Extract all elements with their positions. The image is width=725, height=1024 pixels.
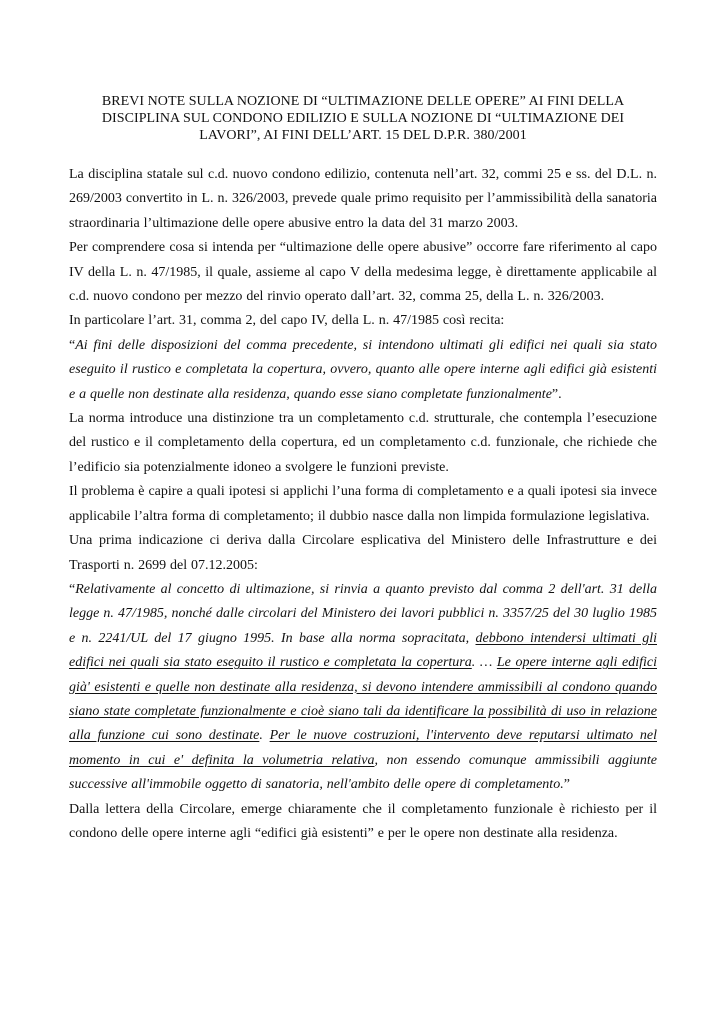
title-line-2: DISCIPLINA SUL CONDONO EDILIZIO E SULLA NOZIONE DI “ULTIMAZIONE DEI	[101, 111, 625, 126]
paragraph-5: Il problema è capire a quali ipotesi si applichi l’una forma di completamento e a quali ipotesi sia invece applicabile l’altra forma di completamento; il dubbio nasce dalla non limpida formulazione legislativa.	[69, 484, 657, 524]
underlined-passage-3: Per le nuove costruzioni, l'intervento deve reputarsi ultimato nel momento in cui e' definita la volumetria relativa	[69, 728, 657, 768]
title-line-1: BREVI NOTE SULLA NOZIONE DI “ULTIMAZIONE DELLE OPERE” AI FINI DELLA	[101, 94, 625, 109]
paragraph-3: In particolare l’art. 31, comma 2, del capo IV, della L. n. 47/1985 così recita:	[69, 313, 505, 329]
paragraph-4: La norma introduce una distinzione tra un completamento c.d. strutturale, che contempla l’esecuzione del rustico e il completamento della copertura, ed un completamento c.d. funzionale, che richiede che l’edificio sia potenzialmente idoneo a svolgere le funzioni previste.	[69, 411, 657, 475]
underlined-passage-2: Le opere interne agli edifici già' esistenti e quelle non destinate alla residenza, si devono intendere ammissibili al condono quando siano state completate funzionalmente e cioè siano tali da identificare la possibilità di uso in relazione alla funzione cui sono destinate	[69, 655, 657, 744]
document-title	[69, 93, 657, 144]
quote-law-text: Ai fini delle disposizioni del comma precedente, si intendono ultimati gli edifici nei quali sia stato eseguito il rustico e completata la copertura, ovvero, quanto alle opere interne agli edifici già esistenti e a quelle non destinate alla residenza, quando esse siano completate funzionalmente	[69, 337, 657, 402]
underlined-passage-1: debbono intendersi ultimati gli edifici nei quali sia stato eseguito il rustico e completata la copertura	[69, 630, 657, 671]
paragraph-6: Una prima indicazione ci deriva dalla Circolare esplicativa del Ministero delle Infrastrutture e dei Trasporti n. 2699 del 07.12.2005:	[69, 533, 657, 573]
paragraph-7: Dalla lettera della Circolare, emerge chiaramente che il completamento funzionale è richiesto per il condono delle opere interne agli “edifici già esistenti” e per le opere non destinate alla residenza.	[69, 801, 657, 841]
title-line-3: LAVORI”, AI FINI DELL’ART. 15 DEL D.P.R. 380/2001	[199, 128, 527, 143]
document-body	[69, 163, 657, 846]
paragraph-2: Per comprendere cosa si intenda per “ultimazione delle opere abusive” occorre fare riferimento al capo IV della L. n. 47/1985, il quale, assieme al capo V della medesima legge, è direttamente applicabile al c.d. nuovo condono per mezzo del rinvio operato dall’art. 32, comma 25, della L. n. 326/2003.	[69, 240, 657, 305]
quote-circular: “Relativamente al concetto di ultimazione, si rinvia a quanto previsto dal comma 2 dell'art. 31 della legge n. 47/1985, nonché dalle circolari del Ministero dei lavori pubblici n. 3357/25 del 30 luglio 1985 e n. 2241/UL del 17 giugno 1995. In base alla norma sopracitata, debbono intendersi ultimati gli edifici nei quali sia stato eseguito il rustico e completata la copertura. … Le opere interne agli edifici già' esistenti e quelle non destinate alla residenza, si devono intendere ammissibili al condono quando siano state completate funzionalmente e cioè siano tali da identificare la possibilità di uso in relazione alla funzione cui sono destinate. Per le nuove costruzioni, l'intervento deve reputarsi ultimato nel momento in cui e' definita la volumetria relativa, non essendo comunque ammissibili aggiunte successive all'immobile oggetto di sanatoria, nell'ambito delle opere di completamento.”	[69, 581, 658, 793]
paragraph-1: La disciplina statale sul c.d. nuovo condono edilizio, contenuta nell’art. 32, commi 25 e ss. del D.L. n. 269/2003 convertito in L. n. 326/2003, prevede quale primo requisito per l’ammissibilità della sanatoria straordinaria l’ultimazione delle opere abusive entro la data del 31 marzo 2003.	[69, 167, 657, 231]
quote-law-article: “Ai fini delle disposizioni del comma precedente, si intendono ultimati gli edifici nei quali sia stato eseguito il rustico e completata la copertura, ovvero, quanto alle opere interne agli edifici già esistenti e a quelle non destinate alla residenza, quando esse siano completate funzionalmente”.	[69, 337, 657, 402]
